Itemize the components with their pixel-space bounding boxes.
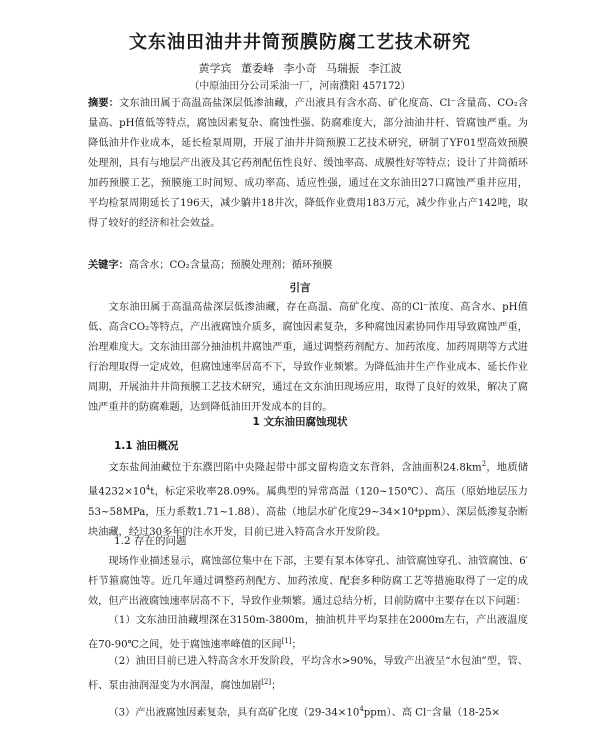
abstract-label: 摘要：	[88, 98, 120, 109]
superscript: 2	[481, 460, 487, 468]
author-name: 黄学宾	[198, 62, 232, 75]
list-item	[88, 611, 528, 655]
author-name: 董委峰	[241, 62, 274, 75]
intro-heading: 引言	[289, 282, 311, 294]
citation: [1]	[281, 637, 292, 645]
list-item	[88, 699, 528, 723]
keywords-label: 关键字：	[88, 260, 129, 271]
abstract	[88, 94, 528, 234]
subsection-heading: 1.2 存在的问题	[114, 535, 187, 547]
superscript: 4	[359, 705, 364, 713]
list-item-text: ；	[271, 680, 282, 692]
list-item-text: （3）产出液腐蚀因素复杂，具有高矿化度（29-34×10	[108, 707, 360, 719]
paper-title: 文东油田油井井筒预膜防腐工艺技术研究	[129, 32, 471, 53]
subsection-paragraph	[88, 454, 528, 543]
list-item-text: ppm）、高 Cl⁻含量（18-25×	[363, 707, 501, 719]
paragraph-text: 文东盐间油藏位于东濮凹陷中央隆起带中部文留构造文东背斜，含油面积24.8km	[108, 462, 482, 474]
keywords	[88, 256, 528, 276]
list-item-text: （2）油田目前已进入特高含水开发阶段，平均含水>90%，导致产出液呈“水包油”型，管、杆、泵由油润湿变为水润湿，腐蚀加剧	[88, 656, 528, 692]
section-heading: 1 文东油田腐蚀现状	[252, 416, 348, 428]
author-name: 李江波	[368, 62, 402, 75]
author-name: 李小奇	[283, 62, 317, 75]
intro-paragraph: 文东油田属于高温高盐深层低渗油藏，存在高温、高矿化度、高的Cl⁻浓度、高含水、pH值低、高含CO₂等特点，产出液腐蚀介质多，腐蚀因素复杂，多种腐蚀因素协同作用导致腐蚀严重，治理难度大。文东油田部分抽油机井腐蚀严重，通过调整药剂配方、加药浓度、加药周期等方式进行治理取得一定成效，但腐蚀速率居高不下，导致作业频繁。为降低油井生产作业成本、延长作业周期，开展油井井筒预膜工艺技术研究，通过在文东油田现场应用，取得了良好的效果，解决了腐蚀严重井的防腐难题，达到降低油田开发成本的目的。	[88, 302, 528, 413]
subsection-paragraph: 现场作业描述显示，腐蚀部位集中在下部，主要有泵本体穿孔、油管腐蚀穿孔、油管腐蚀、6′杆节箍腐蚀等。近几年通过调整药剂配方、加药浓度、配套多种防腐工艺等措施取得了一定的成效，但产出液腐蚀速率居高不下，导致作业频繁。通过总结分析，目前防腐中主要存在以下问题：	[88, 556, 528, 607]
keywords-text: 高含水；CO₂含量高；预膜处理剂；循环预膜	[128, 260, 333, 271]
superscript: 4	[145, 484, 151, 493]
author-name: 马瑞振	[326, 62, 359, 75]
paragraph-text: ，地质储量4232×10	[88, 462, 529, 498]
list-item-text: （1）文东油田油藏埋深在3150m-3800m，抽油机井平均泵挂在2000m左右，产出液温度在70-90℃之间，处于腐蚀速率峰值的区间	[88, 615, 528, 651]
list-item-text: ；	[291, 639, 302, 651]
author-list	[0, 60, 600, 76]
paragraph-text: t，标定采收率28.09%。属典型的异常高温（120~150℃）、高压（原始地层压力53~58MPa，压力系数1.71~1.88）、高盐（地层水矿化度29~34×10⁴ppm）、深层低渗复杂断块油藏，经过30多年的注水开发，目前已进入特高含水开发阶段。	[88, 486, 528, 538]
list-item	[88, 652, 528, 696]
author-affiliation: （中原油田分公司采油一厂，河南濮阳 457172）	[189, 81, 411, 92]
subsection-heading: 1.1 油田概况	[114, 440, 179, 452]
citation: [2]	[261, 678, 272, 686]
abstract-text: 文东油田属于高温高盐深层低渗油藏，产出液具有含水高、矿化度高、Cl⁻含量高、CO₂含量高、pH值低等特点，腐蚀因素复杂、腐蚀性强、防腐难度大，部分油油井杆、管腐蚀严重。为降低油井作业成本，延长检泵周期，开展了油井井筒预膜工艺技术研究，研制了YF01型高效预膜处理剂，具有与地层产出液及其它药剂配伍性良好、缓蚀率高、成膜性好等特点；设计了井筒循环加药预膜工艺，预膜施工时间短、成功率高、适应性强，通过在文东油田27口腐蚀严重井应用，平均检泵周期延长了196天，减少躺井18井次，降低作业费用183万元，减少作业占产142吨，取得了较好的经济和社会效益。	[88, 98, 528, 229]
